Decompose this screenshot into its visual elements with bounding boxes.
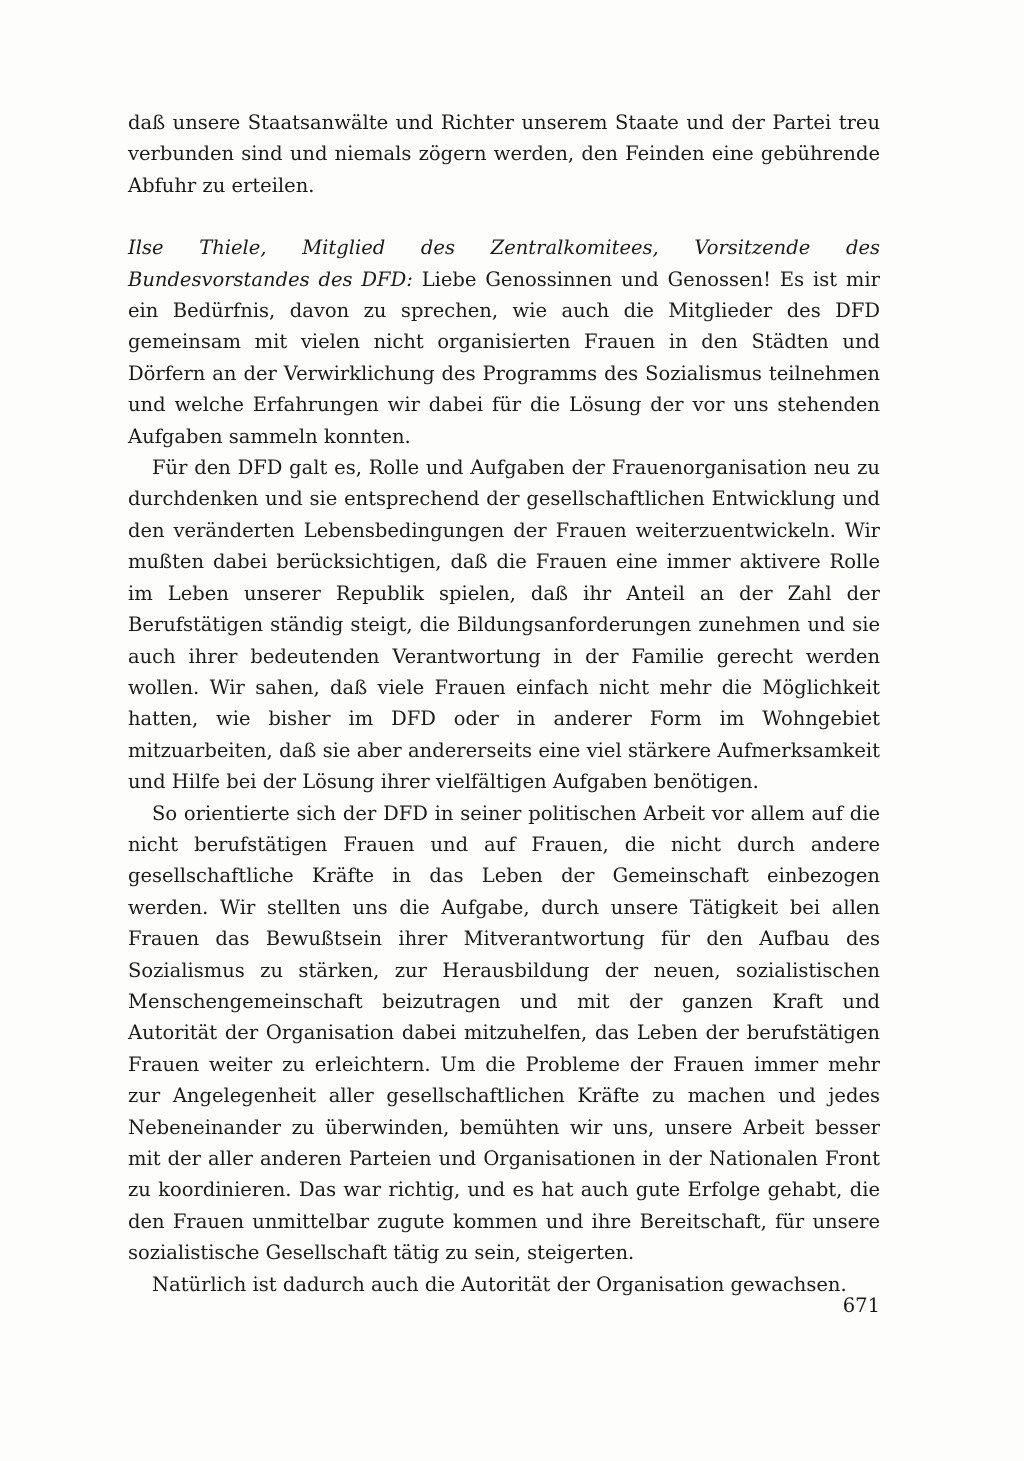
paragraph-gap — [128, 201, 880, 232]
paragraph-authority: Natürlich ist dadurch auch die Autorität der Organisation gewachsen. — [152, 1272, 847, 1296]
paragraph-dfd-orientation: So orientierte sich der DFD in seiner politischen Arbeit vor allem auf die nicht berufstätigen Frauen und auf Frauen, die nicht durch andere gesellschaftliche Kräfte in das Leben der Gemeinschaft einbezogen werden. Wir stellten uns die Aufgabe, durch unsere Tätigkeit bei allen Frauen das Bewußtsein ihrer Mitverantwortung für den Aufbau des Sozialismus zu stärken, zur Herausbildung der neuen, sozialistischen Menschengemeinschaft beizutragen und mit der ganzen Kraft und Autorität der Organisation dabei mitzuhelfen, das Leben der berufstätigen Frauen weiter zu erleichtern. Um die Probleme der Frauen immer mehr zur Angelegenheit aller gesellschaftlichen Kräfte zu machen und jedes Nebeneinander zu überwinden, bemühten wir uns, unsere Arbeit besser mit der aller anderen Parteien und Organisationen in der Nationalen Front zu koordinieren. Das war richtig, und es hat auch gute Erfolge gehabt, die den Frauen unmittelbar zugute kommen und ihre Bereitschaft, für unsere sozialistische Gesellschaft tätig zu sein, steigerten. — [128, 801, 880, 1265]
body-text — [128, 107, 880, 1300]
speaker-name: Ilse Thiele, Mitglied des Zentralkomitees, Vorsitzende des Bundesvorstandes des DFD: — [128, 236, 880, 291]
speech-text: Liebe Genossinnen und Genossen! Es ist mir ein Bedürfnis, davon zu sprechen, wie auch die Mitglieder des DFD gemeinsam mit vielen nicht organisierten Frauen in den Städten und Dörfern an der Verwirklichung des Programms des Sozialismus teilnehmen und welche Erfahrungen wir dabei für die Lösung der vor uns stehenden Aufgaben sammeln konnten. — [128, 267, 880, 448]
page-number: 671 — [842, 1294, 880, 1317]
paragraph-continuation: daß unsere Staatsanwälte und Richter unserem Staate und der Partei treu verbunden sind und niemals zögern werden, den Feinden eine gebührende Abfuhr zu erteilen. — [128, 111, 880, 197]
paragraph-dfd-role: Für den DFD galt es, Rolle und Aufgaben der Frauenorganisation neu zu durchdenken und sie entsprechend der gesellschaftlichen Entwicklung und den veränderten Lebensbedingungen der Frauen weiterzuentwickeln. Wir mußten dabei berücksichtigen, daß die Frauen eine immer aktivere Rolle im Leben unserer Republik spielen, daß ihr Anteil an der Zahl der Berufstätigen ständig steigt, die Bildungsanforderungen zunehmen und sie auch ihrer bedeutenden Verantwortung in der Familie gerecht werden wollen. Wir sahen, daß viele Frauen einfach nicht mehr die Möglichkeit hatten, wie bisher im DFD oder in anderer Form im Wohngebiet mitzuarbeiten, daß sie aber andererseits eine viel stärkere Aufmerksamkeit und Hilfe bei der Lösung ihrer vielfältigen Aufgaben benötigen. — [128, 456, 880, 794]
paragraph-speech-intro — [128, 232, 880, 452]
